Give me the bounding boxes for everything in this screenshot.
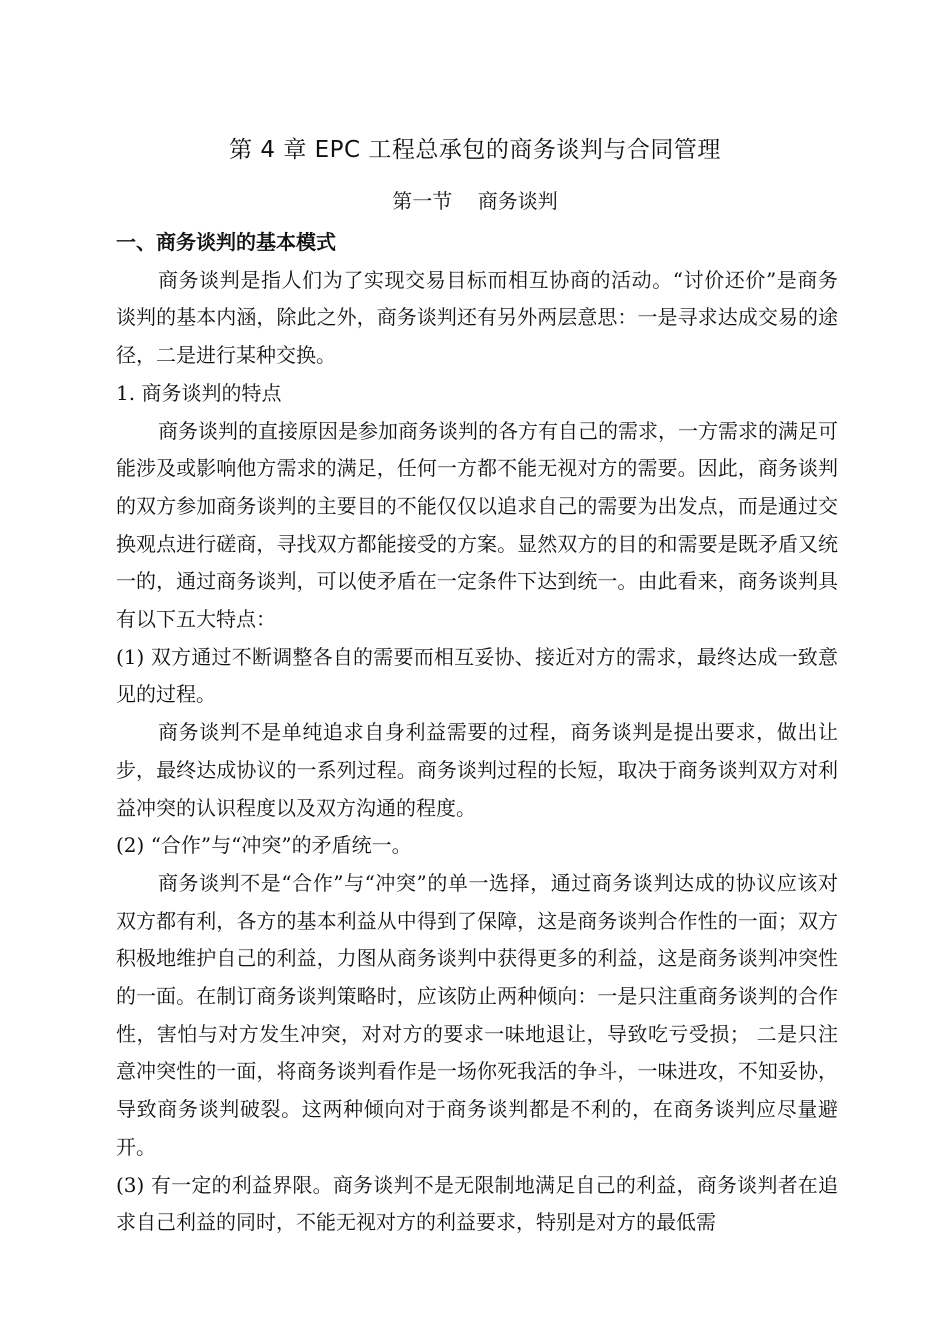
paragraph-definition: 商务谈判是指人们为了实现交易目标而相互协商的活动。“讨价还价”是商务谈判的基本内涵，除此之外，商务谈判还有另外两层意思：一是寻求达成交易的途径，二是进行某种交换。 [116,267,838,368]
paragraph-cooperation-conflict: 商务谈判不是“合作”与“冲突”的单一选择，通过商务谈判达成的协议应该对双方都有利，各方的基本利益从中得到了保障，这是商务谈判合作性的一面；双方积极地维护自己的利益，力图从商务谈判中获得更多的利益，这是商务谈判冲突性的一面。在制订商务谈判策略时，应该防止两种倾向：一是只注重商务谈判的合作性，害怕与对方发生冲突，对对方的要求一味地退让，导致吃亏受损； 二是只注意冲突性的一面，将商务谈判看作是一场你死我活的争斗，一味进攻，不知妥协，导致商务谈判破裂。这两种倾向对于商务谈判都是不利的，在商务谈判应尽量避开。 [116,870,838,1159]
section-title: 第一节 商务谈判 [392,189,558,213]
paragraph-process: 商务谈判不是单纯追求自身利益需要的过程，商务谈判是提出要求，做出让步，最终达成协议的一系列过程。商务谈判过程的长短，取决于商务谈判双方对利益冲突的认识程度以及双方沟通的程度。 [116,720,838,820]
list-item-1: (1) 双方通过不断调整各自的需要而相互妥协、接近对方的需求，最终达成一致意见的过程。 [116,644,838,707]
heading-basic-mode: 一、商务谈判的基本模式 [116,230,336,254]
subheading-characteristics: 1. 商务谈判的特点 [116,380,282,405]
chapter-title: 第 4 章 EPC 工程总承包的商务谈判与合同管理 [229,137,721,163]
list-item-3: (3) 有一定的利益界限。商务谈判不是无限制地满足自己的利益，商务谈判者在追求自己利益的同时，不能无视对方的利益要求，特别是对方的最低需 [116,1172,838,1235]
list-item-2: (2) “合作”与“冲突”的矛盾统一。 [116,833,412,858]
paragraph-direct-cause: 商务谈判的直接原因是参加商务谈判的各方有自己的需求，一方需求的满足可能涉及或影响他方需求的满足，任何一方都不能无视对方的需要。因此，商务谈判的双方参加商务谈判的主要目的不能仅仅以追求自己的需要为出发点，而是通过交换观点进行磋商，寻找双方都能接受的方案。显然双方的目的和需要是既矛盾又统一的，通过商务谈判，可以使矛盾在一定条件下达到统一。由此看来，商务谈判具有以下五大特点： [116,418,838,632]
body-text [116,224,838,1242]
